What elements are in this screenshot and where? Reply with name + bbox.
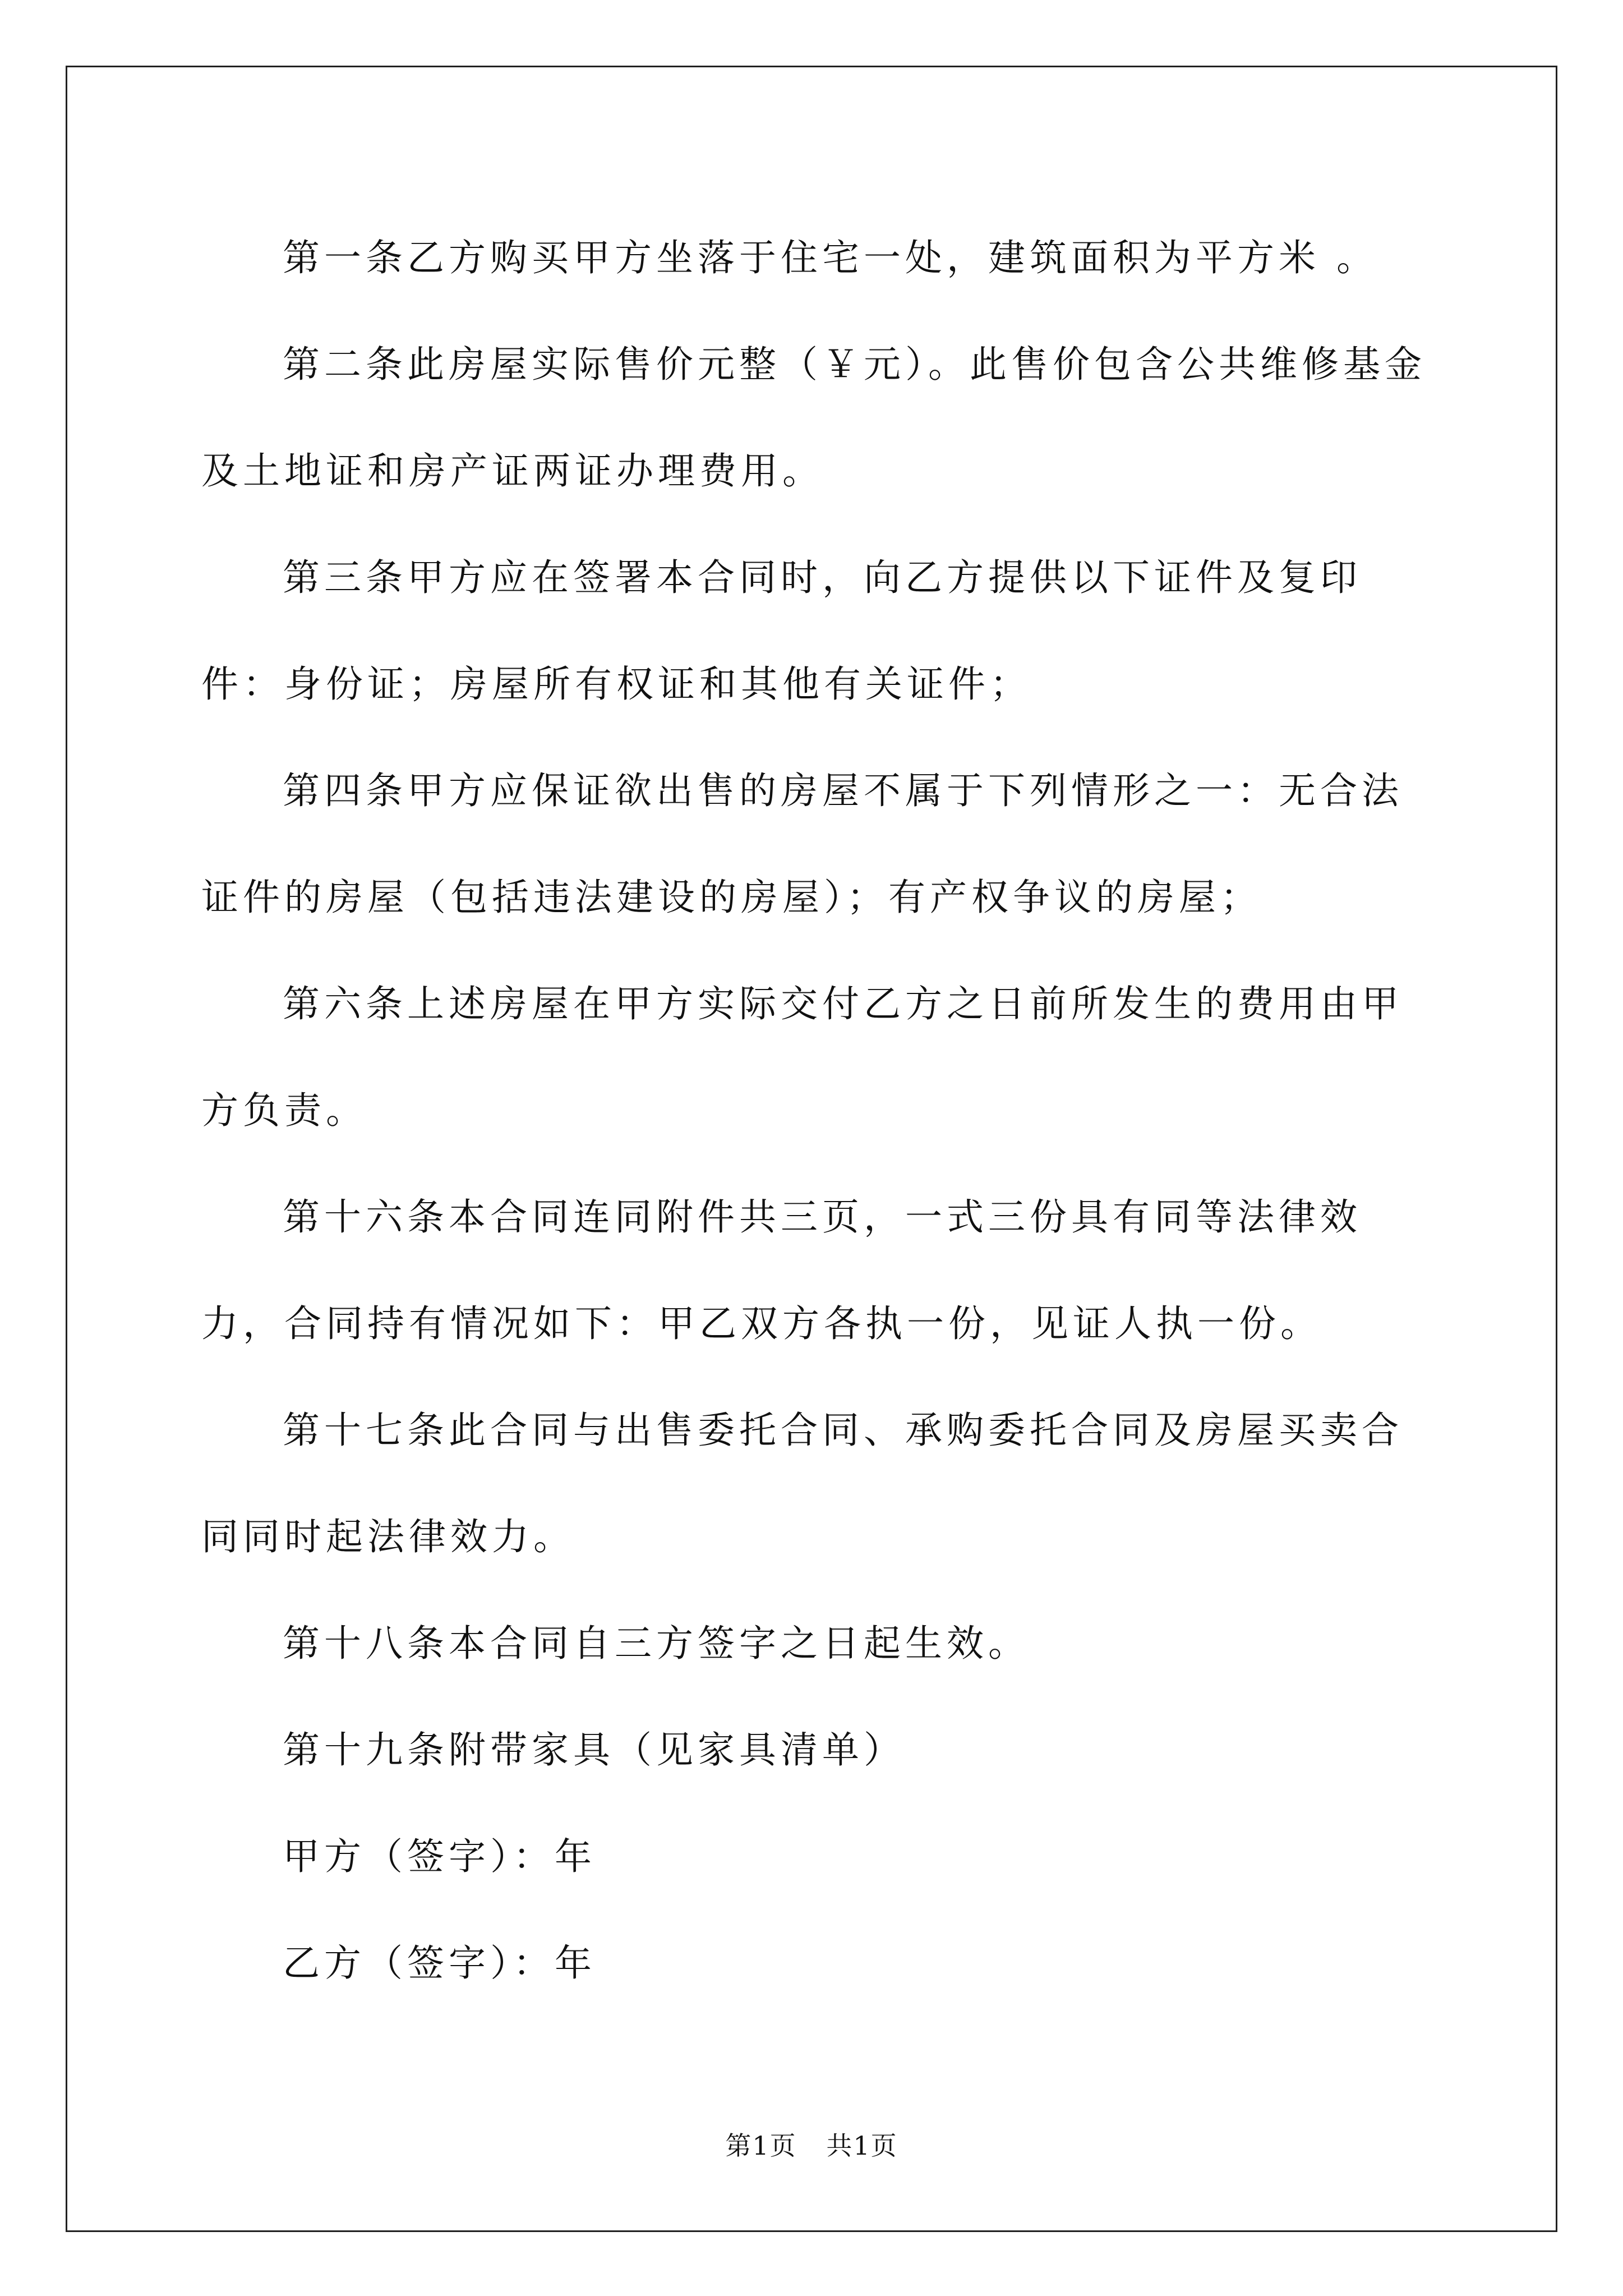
- page-footer: [0, 2129, 1623, 2162]
- article-16: 第十六条本合同连同附件共三页，一式三份具有同等法律效力，合同持有情况如下：甲乙双方各执一份，见证人执一份。: [201, 1195, 1362, 1345]
- article-19: 第十九条附带家具（见家具清单）: [283, 1728, 905, 1772]
- article-3: 第三条甲方应在签署本合同时，向乙方提供以下证件及复印件：身份证；房屋所有权证和其他有关证件；: [201, 556, 1362, 706]
- article-6: 第六条上述房屋在甲方实际交付乙方之日前所发生的费用由甲方负责。: [201, 982, 1403, 1132]
- article-18: 第十八条本合同自三方签字之日起生效。: [283, 1622, 1030, 1665]
- party-a-signature-line: 甲方（签字）：年: [283, 1835, 596, 1878]
- article-1: 第一条乙方购买甲方坐落于住宅一处，建筑面积为平方米 。: [283, 236, 1378, 279]
- article-4: 第四条甲方应保证欲出售的房屋不属于下列情形之一：无合法证件的房屋（包括违法建设的房屋）；有产权争议的房屋；: [201, 769, 1403, 919]
- article-17: 第十七条此合同与出售委托合同、承购委托合同及房屋买卖合同同时起法律效力。: [201, 1409, 1403, 1558]
- page-number-total: 共1页: [826, 2131, 898, 2161]
- article-2: 第二条此房屋实际售价元整（￥元）。此售价包含公共维修基金及土地证和房产证两证办理费用。: [201, 343, 1426, 493]
- page-number-current: 第1页: [725, 2131, 797, 2161]
- party-b-signature-line: 乙方（签字）：年: [283, 1941, 596, 1985]
